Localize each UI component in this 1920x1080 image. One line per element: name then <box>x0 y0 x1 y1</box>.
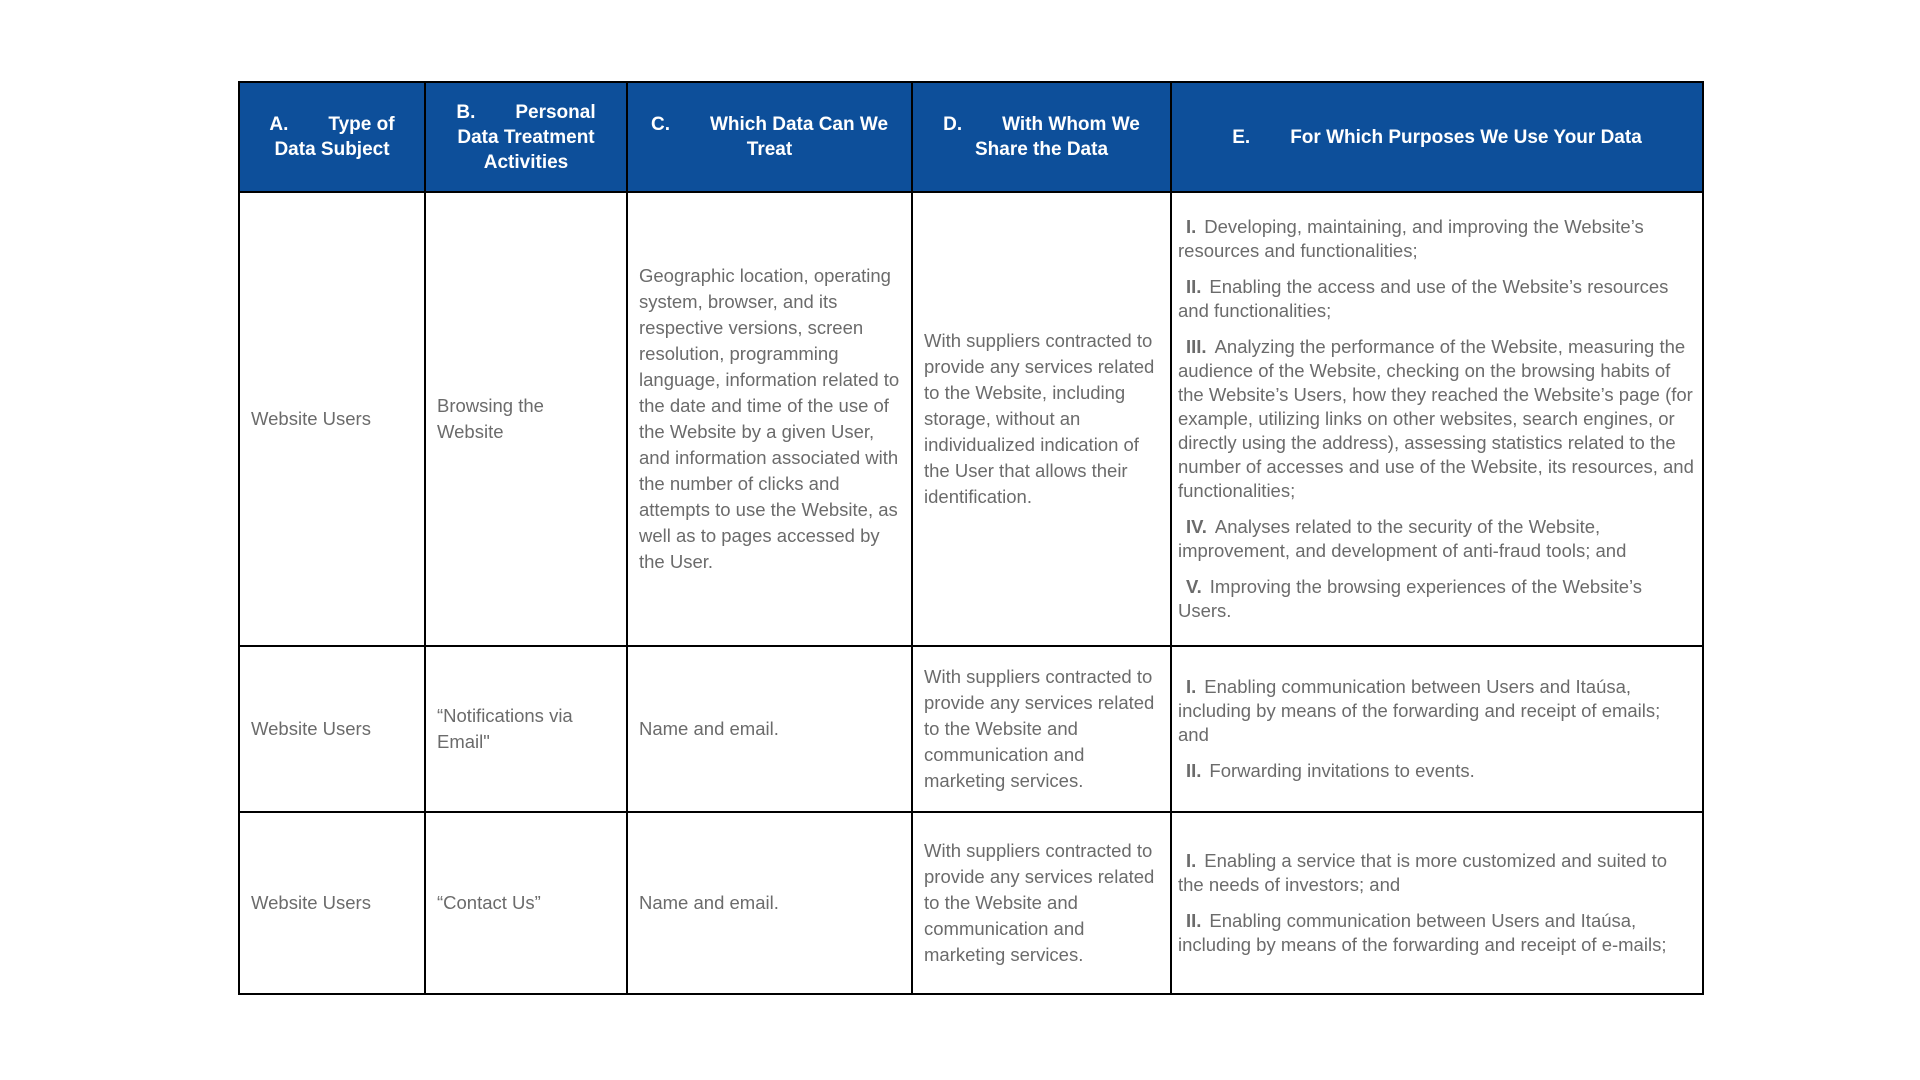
header-title: With Whom We Share the Data <box>974 114 1140 160</box>
purpose-numeral: I. <box>1186 216 1197 237</box>
header-letter: B. <box>456 101 476 123</box>
header-purposes <box>1171 82 1703 192</box>
purpose-item <box>1178 849 1696 897</box>
purpose-text: Enabling communication between Users and Itaúsa, including by means of the forwarding and receipt of e-mails; <box>1178 910 1667 955</box>
header-treatment-activities <box>425 82 627 192</box>
purpose-numeral: I. <box>1186 676 1197 697</box>
purpose-text: Enabling the access and use of the Website’s resources and functionalities; <box>1178 276 1669 321</box>
purpose-item <box>1178 759 1696 783</box>
header-letter: A. <box>269 114 289 135</box>
purpose-numeral: III. <box>1186 336 1207 357</box>
cell-data-treated: Geographic location, operating system, browser, and its respective versions, screen resolution, programming language, information related to the date and time of the use of the Website by a given User, and information associated with the number of clicks and attempts to use the Website, as well as to pages accessed by the User. <box>627 192 912 646</box>
cell-data-treated: Name and email. <box>627 646 912 812</box>
cell-activity: Browsing the Website <box>425 192 627 646</box>
purpose-numeral: I. <box>1186 850 1197 871</box>
cell-shared-with: With suppliers contracted to provide any services related to the Website and communication and marketing services. <box>912 812 1171 994</box>
cell-purposes <box>1171 812 1703 994</box>
header-title: For Which Purposes We Use Your Data <box>1290 126 1642 148</box>
header-letter: D. <box>943 114 963 135</box>
header-title: Personal Data Treatment Activities <box>457 101 596 173</box>
header-data-treated <box>627 82 912 192</box>
header-title: Type of Data Subject <box>274 114 395 160</box>
cell-activity: “Notifications via Email" <box>425 646 627 812</box>
purpose-text: Analyses related to the security of the Website, improvement, and development of anti-fraud tools; and <box>1178 516 1627 561</box>
cell-activity: “Contact Us” <box>425 812 627 994</box>
purpose-text: Improving the browsing experiences of the Website’s Users. <box>1178 576 1643 621</box>
purpose-numeral: V. <box>1186 576 1202 597</box>
cell-data-subject: Website Users <box>239 192 425 646</box>
purpose-item <box>1178 215 1696 263</box>
data-treatment-table <box>238 81 1704 995</box>
purpose-text: Forwarding invitations to events. <box>1209 760 1475 781</box>
purpose-numeral: II. <box>1186 276 1202 297</box>
purpose-text: Developing, maintaining, and improving the Website’s resources and functionalities; <box>1178 216 1644 261</box>
cell-purposes <box>1171 646 1703 812</box>
purpose-item <box>1178 515 1696 563</box>
purpose-text: Analyzing the performance of the Website, measuring the audience of the Website, checking on the browsing habits of the Website’s Users, how they reached the Website’s page (for example, utilizing links on other websites, search engines, or directly using the address), assessing statistics related to the number of accesses and use of the Website, its resources, and functionalities; <box>1178 336 1694 501</box>
table-header-row <box>239 82 1703 192</box>
table-row <box>239 646 1703 812</box>
table-row <box>239 192 1703 646</box>
purpose-text: Enabling a service that is more customized and suited to the needs of investors; and <box>1178 850 1668 895</box>
purpose-item <box>1178 909 1696 957</box>
header-data-subject <box>239 82 425 192</box>
header-letter: E. <box>1232 126 1251 148</box>
purpose-numeral: IV. <box>1186 516 1207 537</box>
table-row <box>239 812 1703 994</box>
cell-purposes <box>1171 192 1703 646</box>
purpose-item <box>1178 335 1696 503</box>
purpose-item <box>1178 675 1696 747</box>
header-title: Which Data Can We Treat <box>709 114 889 160</box>
header-letter: C. <box>650 114 670 135</box>
cell-shared-with: With suppliers contracted to provide any services related to the Website, including storage, without an individualized indication of the User that allows their identification. <box>912 192 1171 646</box>
purpose-numeral: II. <box>1186 760 1202 781</box>
header-shared-with <box>912 82 1171 192</box>
cell-data-treated: Name and email. <box>627 812 912 994</box>
purpose-item <box>1178 275 1696 323</box>
purpose-item <box>1178 575 1696 623</box>
cell-data-subject: Website Users <box>239 812 425 994</box>
purpose-numeral: II. <box>1186 910 1202 931</box>
purpose-text: Enabling communication between Users and Itaúsa, including by means of the forwarding and receipt of emails; and <box>1178 676 1661 745</box>
cell-shared-with: With suppliers contracted to provide any services related to the Website and communication and marketing services. <box>912 646 1171 812</box>
cell-data-subject: Website Users <box>239 646 425 812</box>
